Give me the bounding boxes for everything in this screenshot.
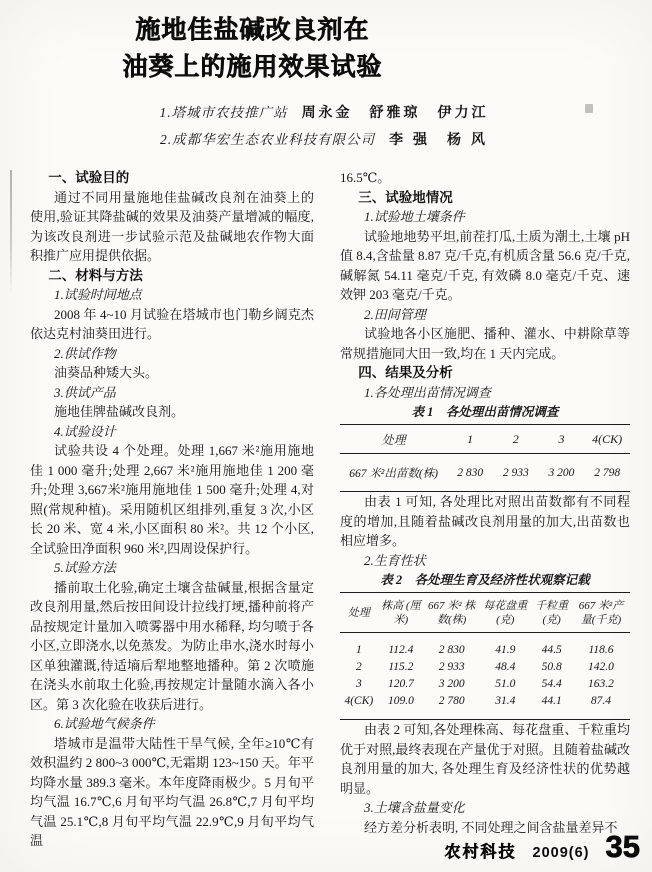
author-names-2: 李 强 杨 风: [389, 131, 488, 147]
table-1-caption: 表 1 各处理出苗情况调查: [411, 405, 559, 419]
table-1: [340, 424, 630, 492]
table-2-data-row: [340, 659, 630, 676]
table-2-cell: 3 200: [438, 678, 465, 690]
table-2-cell: 31.4: [495, 695, 516, 707]
table-2-cell: 50.8: [541, 661, 562, 673]
table-1-cell: 2 798: [594, 467, 621, 479]
table-2-header-cell: 株高 (厘米): [378, 593, 424, 633]
article-title: [0, 12, 505, 86]
table-2-cell: 4(CK): [344, 695, 374, 707]
table-2-cell: 48.4: [495, 661, 516, 673]
table-1-cell: 3 200: [548, 467, 575, 479]
table-2-cell: 51.0: [495, 678, 516, 690]
table-1-header-cell: 4(CK): [584, 425, 630, 454]
table-2-cell: 120.7: [387, 678, 414, 690]
right-column: [340, 168, 630, 851]
paragraph-soil: 试验地地势平坦,前茬打瓜,土质为潮土,土壤 pH 值 8.4,含盐量 8.87 克/千克,有机质含量 56.6 克/千克, 碱解氮 54.11 毫克/千克, 有效磷 8.0 毫克/千克、速效钾 203 毫克/千克。: [340, 228, 630, 302]
table-2-cell: 2 830: [438, 644, 465, 656]
table-2-data-row: [340, 676, 630, 693]
table-2-cell: 1: [355, 644, 362, 656]
subheading-soil: 1.试验地土壤条件: [364, 209, 465, 224]
section-heading-purpose: 一、试验目的: [48, 170, 130, 185]
subheading-management: 2.田间管理: [364, 306, 426, 322]
page-number: 35: [605, 829, 640, 864]
table-2-cell: 3: [355, 678, 362, 690]
table-2-cell: 109.0: [387, 695, 414, 707]
author-names-1: 周永金 舒雅琼 伊力江: [301, 104, 489, 120]
table-1-cell: 2 830: [457, 467, 484, 479]
paragraph-table1-analysis: 由表 1 可知, 各处理比对照出苗数都有不同程度的增加,且随着盐碱改良剂用量的加大,出苗数也相应增多。: [340, 494, 630, 548]
table-2-cell: 44.1: [541, 695, 562, 707]
paragraph-product: 施地佳牌盐碱改良剂。: [54, 404, 185, 419]
two-column-body: [30, 168, 630, 851]
table-2-header-cell: 每花盘重 (克): [479, 593, 531, 633]
paragraph-design: 试验共设 4 个处理。处理 1,667 米²施用施地佳 1 000 毫升;处理 2,667 米²施用施地佳 1 200 毫升;处理 3,667米²施用施地佳 1 500 毫升;处理 4,对照(常规种植)。采用随机区组排列,重复 3 次,小区长 20 米、宽 4 米,小区面积 80 米²。共 12 个小区,全试验田净面积 960 米²,四周设保护行。: [30, 443, 314, 556]
table-2-cell: 163.2: [588, 678, 614, 690]
section-heading-results: 四、结果及分析: [358, 365, 453, 380]
scan-edge-artifact: [10, 170, 12, 295]
table-2: [340, 592, 630, 720]
paragraph-table2-analysis: 由表 2 可知,各处理株高、每花盘重、千粒重均优于对照,最终表现在产量优于对照。且随着盐碱改良剂用量的加大, 各处理生育及经济性状的优势越明显。: [340, 722, 630, 796]
author-line-2: [0, 126, 648, 153]
table-1-cell: 2 933: [502, 467, 529, 479]
section-heading-site: 三、试验地情况: [358, 189, 453, 205]
subheading-salt-change: 3.土壤含盐量变化: [364, 800, 465, 815]
page-footer: [445, 829, 640, 865]
paragraph-time: 2008 年 4~10 月试验在塔城市也门勒乡阔克杰依达克村油葵田进行。: [30, 306, 314, 341]
table-2-cell: 54.4: [541, 678, 562, 690]
subheading-crop: 2.供试作物: [54, 345, 116, 361]
paragraph-method: 播前取土化验,确定土壤含盐碱量,根据含量定改良剂用量,然后按田间设计拉线打埂,播种前将产品按规定计量加入喷雾器中用水稀释, 均匀喷于各小区,立即浇水,以免蒸发。为防止串水,浇水时每小区单独灌溉,待适墒后犁地整地播种。第 2 次喷施在浇头水前取土化验,再按规定计量随水滴入各小区。第 3 次化验在收获后进行。: [30, 579, 314, 712]
subheading-emergence: 1.各处理出苗情况调查: [364, 384, 491, 400]
table-2-cell: 2 780: [438, 695, 465, 707]
subheading-time: 1.试验时间地点: [54, 287, 142, 302]
table-1-header-cell: 处理: [340, 425, 447, 454]
article-title-line1: 施地佳盐碱改良剂在: [135, 16, 370, 44]
paragraph-management: 试验地各小区施肥、播种、灌水、中耕除草等常规措施同大田一致,均在 1 天内完成。: [340, 326, 630, 361]
table-2-cell: 41.9: [495, 644, 516, 656]
table-2-cell: 2: [355, 661, 362, 673]
section-heading-materials: 二、材料与方法: [48, 267, 143, 283]
table-1-header-cell: 1: [447, 425, 493, 454]
author-line-1: [0, 99, 648, 126]
table-1-cell: 667 米²出苗数(株): [349, 468, 439, 480]
subheading-product: 3.供试产品: [54, 384, 116, 400]
table-2-cell: 115.2: [388, 661, 414, 673]
table-2-cell: 87.4: [590, 695, 612, 707]
table-2-cell: 118.6: [588, 644, 614, 656]
paragraph-purpose: 通过不同用量施地佳盐碱改良剂在油葵上的使用,验证其降盐碱的效果及油葵产量增减的幅度,为该改良剂进一步试验示范及盐碱地农作物大面积推广应用提供依据。: [30, 189, 314, 263]
paragraph-crop: 油葵品种矮大头。: [54, 365, 159, 380]
table-2-header-cell: 处理: [340, 593, 378, 633]
table-1-data-row: [340, 454, 630, 492]
table-2-data-row: [340, 633, 630, 660]
author-block: [0, 99, 648, 153]
table-2-cell: 2 933: [438, 661, 465, 673]
affiliation-2: 2.成都华宏生态农业科技有限公司: [160, 132, 376, 147]
left-column: [30, 168, 314, 851]
subheading-method: 5.试验方法: [54, 560, 116, 575]
table-2-header-cell: 667 米² 株数(株): [424, 593, 479, 633]
subheading-growth: 2.生育性状: [364, 552, 426, 568]
journal-name: 农村科技: [444, 844, 517, 861]
table-2-header-cell: 667 米²产 量(千克): [572, 593, 630, 633]
table-2-data-row: [340, 693, 630, 720]
table-2-header-row: [340, 593, 630, 633]
paragraph-continuation: 16.5℃。: [340, 170, 391, 185]
paragraph-salt-change: 经方差分析表明, 不同处理之间含盐量差异不: [364, 819, 618, 835]
table-2-cell: 112.4: [388, 644, 414, 656]
table-1-header-row: [340, 425, 630, 454]
paragraph-climate: 塔城市是温带大陆性干旱气候, 全年≥10℃有效积温约 2 800~3 000℃,无霜期 123~150 天。年平均降水量 389.3 毫米。本年度降雨极少。5 月旬平均气温 16.7℃,6 月旬平均气温 26.8℃,7 月旬平均气温 25.1℃,8 月旬平均气温 22.9℃,9 月旬平均气温: [30, 735, 314, 848]
table-2-cell: 44.5: [541, 644, 562, 656]
journal-issue: 2009(6): [532, 845, 590, 861]
subheading-climate: 6.试验地气候条件: [54, 716, 155, 731]
table-1-header-cell: 2: [493, 425, 539, 454]
table-2-header-cell: 千粒重 (克): [531, 593, 572, 633]
affiliation-1: 1.塔城市农技推广站: [159, 105, 288, 120]
table-1-header-cell: 3: [539, 425, 585, 454]
article-title-line2: 油葵上的施用效果试验: [122, 53, 383, 81]
table-2-cell: 142.0: [588, 661, 614, 673]
subheading-design: 4.试验设计: [54, 423, 116, 439]
table-2-caption: 表 2 各处理生育及经济性状观察记载: [380, 573, 590, 587]
